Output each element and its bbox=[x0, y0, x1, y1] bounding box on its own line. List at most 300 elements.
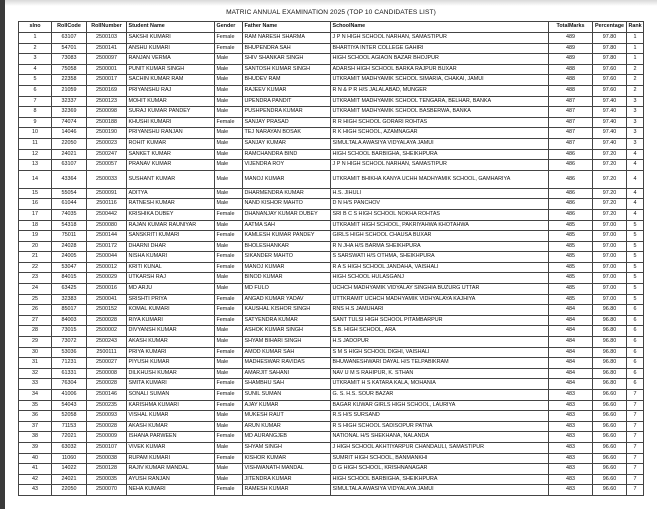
cell-father-name: NAND KISHOR MAHTO bbox=[243, 199, 331, 210]
cell-rollnumber: 2500041 bbox=[87, 294, 127, 305]
cell-gender: Male bbox=[215, 474, 243, 485]
cell-rollcode: 63107 bbox=[52, 160, 87, 171]
cell-school-name: NAV U M S RAHIPUR, K. STHAN bbox=[331, 368, 549, 379]
cell-percentage: 97.20 bbox=[593, 199, 627, 210]
cell-slno: 9 bbox=[19, 117, 52, 128]
cell-rollcode: 73015 bbox=[52, 326, 87, 337]
cell-gender: Male bbox=[215, 358, 243, 369]
cell-percentage: 97.20 bbox=[593, 188, 627, 199]
cell-slno: 41 bbox=[19, 464, 52, 475]
table-row bbox=[19, 474, 644, 485]
cell-father-name: AATMA SAH bbox=[243, 220, 331, 231]
cell-gender: Female bbox=[215, 453, 243, 464]
cell-rollcode: 22358 bbox=[52, 75, 87, 86]
cell-gender: Male bbox=[215, 149, 243, 160]
cell-slno: 14 bbox=[19, 170, 52, 188]
cell-father-name: BINOD KUMAR bbox=[243, 273, 331, 284]
cell-gender: Male bbox=[215, 170, 243, 188]
cell-slno: 37 bbox=[19, 421, 52, 432]
cell-student-name: PUNIT KUMAR SINGH bbox=[127, 64, 215, 75]
cell-school-name: RNS H.S JAMUHARI bbox=[331, 305, 549, 316]
cell-gender: Female bbox=[215, 390, 243, 401]
cell-rank: 6 bbox=[627, 358, 644, 369]
cell-percentage: 97.00 bbox=[593, 220, 627, 231]
cell-rollcode: 84015 bbox=[52, 273, 87, 284]
cell-total-marks: 484 bbox=[549, 347, 593, 358]
cell-father-name: JITENDRA KUMAR bbox=[243, 474, 331, 485]
cell-gender: Male bbox=[215, 411, 243, 422]
cell-student-name: RAJIV KUMAR MANDAL bbox=[127, 464, 215, 475]
cell-rollnumber: 2500146 bbox=[87, 390, 127, 401]
cell-percentage: 96.80 bbox=[593, 368, 627, 379]
cell-rollcode: 53036 bbox=[52, 347, 87, 358]
cell-total-marks: 483 bbox=[549, 474, 593, 485]
cell-rollcode: 24021 bbox=[52, 149, 87, 160]
cell-rank: 4 bbox=[627, 149, 644, 160]
cell-father-name: SANJAY KUMAR bbox=[243, 138, 331, 149]
cell-percentage: 96.60 bbox=[593, 432, 627, 443]
cell-rollcode: 75058 bbox=[52, 64, 87, 75]
table-row bbox=[19, 294, 644, 305]
cell-student-name: UTKARSH RAJ bbox=[127, 273, 215, 284]
cell-gender: Male bbox=[215, 273, 243, 284]
cell-student-name: SAKSHI KUMARI bbox=[127, 33, 215, 44]
cell-total-marks: 484 bbox=[549, 358, 593, 369]
cell-slno: 30 bbox=[19, 347, 52, 358]
cell-total-marks: 487 bbox=[549, 107, 593, 118]
cell-percentage: 96.80 bbox=[593, 358, 627, 369]
cell-rollnumber: 2500008 bbox=[87, 368, 127, 379]
cell-percentage: 97.00 bbox=[593, 252, 627, 263]
cell-gender: Male bbox=[215, 241, 243, 252]
cell-student-name: NEHA KUMARI bbox=[127, 485, 215, 496]
cell-percentage: 97.40 bbox=[593, 117, 627, 128]
cell-total-marks: 483 bbox=[549, 400, 593, 411]
cell-gender: Male bbox=[215, 138, 243, 149]
cell-school-name: NATIONAL H/S SHEKHANA, NALANDA bbox=[331, 432, 549, 443]
cell-slno: 19 bbox=[19, 231, 52, 242]
cell-gender: Male bbox=[215, 442, 243, 453]
cell-rank: 7 bbox=[627, 474, 644, 485]
cell-slno: 20 bbox=[19, 241, 52, 252]
cell-father-name: SHAMBHU SAH bbox=[243, 379, 331, 390]
cell-father-name: SATYENDRA KUMAR bbox=[243, 315, 331, 326]
cell-rank: 6 bbox=[627, 305, 644, 316]
cell-total-marks: 485 bbox=[549, 284, 593, 295]
cell-total-marks: 483 bbox=[549, 442, 593, 453]
cell-father-name: SIKANDER MAHTO bbox=[243, 252, 331, 263]
cell-student-name: SMITA KUMARI bbox=[127, 379, 215, 390]
cell-rank: 7 bbox=[627, 421, 644, 432]
cell-slno: 26 bbox=[19, 305, 52, 316]
cell-gender: Male bbox=[215, 85, 243, 96]
cell-percentage: 97.20 bbox=[593, 160, 627, 171]
cell-student-name: MOHIT KUMAR bbox=[127, 96, 215, 107]
cell-student-name: SACHIN KUMAR RAM bbox=[127, 75, 215, 86]
cell-slno: 24 bbox=[19, 284, 52, 295]
cell-gender: Female bbox=[215, 252, 243, 263]
cell-father-name: BHUPENDRA SAH bbox=[243, 43, 331, 54]
cell-school-name: SANT TULSI HIGH SCHOOL PITAMBARPUR bbox=[331, 315, 549, 326]
cell-student-name: PRANAV KUMAR bbox=[127, 160, 215, 171]
cell-student-name: KOMAL KUMARI bbox=[127, 305, 215, 316]
results-table bbox=[18, 21, 644, 496]
cell-total-marks: 484 bbox=[549, 326, 593, 337]
cell-total-marks: 485 bbox=[549, 273, 593, 284]
cell-gender: Female bbox=[215, 379, 243, 390]
cell-rank: 3 bbox=[627, 96, 644, 107]
cell-rollcode: 22050 bbox=[52, 485, 87, 496]
cell-school-name: UTKRAMIT HIGH SCHOOL, PAKRIYAHWA KHOTAHWA bbox=[331, 220, 549, 231]
cell-school-name: SIMULTALA AWASIYA VIDYALAYA JAMUI bbox=[331, 485, 549, 496]
cell-student-name: DHARNI DHAR bbox=[127, 241, 215, 252]
cell-percentage: 96.60 bbox=[593, 442, 627, 453]
table-row bbox=[19, 485, 644, 496]
cell-total-marks: 487 bbox=[549, 117, 593, 128]
table-header-row bbox=[19, 22, 644, 33]
table-row bbox=[19, 85, 644, 96]
cell-slno: 1 bbox=[19, 33, 52, 44]
cell-rank: 3 bbox=[627, 128, 644, 139]
cell-student-name: NISHA KUMARI bbox=[127, 252, 215, 263]
cell-father-name: AMOD KUMAR SAH bbox=[243, 347, 331, 358]
table-row bbox=[19, 453, 644, 464]
cell-rank: 7 bbox=[627, 453, 644, 464]
cell-school-name: R K HIGH SCHOOL, AZAMNAGAR bbox=[331, 128, 549, 139]
cell-gender: Female bbox=[215, 294, 243, 305]
cell-student-name: AKASH KUMAR bbox=[127, 421, 215, 432]
cell-total-marks: 489 bbox=[549, 43, 593, 54]
cell-school-name: H.S. JIHULI bbox=[331, 188, 549, 199]
cell-father-name: DHANANJAY KUMAR DUBEY bbox=[243, 209, 331, 220]
cell-rollnumber: 2500028 bbox=[87, 421, 127, 432]
cell-rank: 4 bbox=[627, 199, 644, 210]
cell-rank: 7 bbox=[627, 411, 644, 422]
cell-student-name: ADITYA bbox=[127, 188, 215, 199]
cell-slno: 17 bbox=[19, 209, 52, 220]
cell-rank: 2 bbox=[627, 64, 644, 75]
cell-slno: 13 bbox=[19, 160, 52, 171]
cell-father-name: RAM NARESH SHARMA bbox=[243, 33, 331, 44]
cell-gender: Male bbox=[215, 107, 243, 118]
cell-school-name: G. S. H.S. SOUR BAZAR bbox=[331, 390, 549, 401]
cell-rollnumber: 2500044 bbox=[87, 252, 127, 263]
cell-slno: 2 bbox=[19, 43, 52, 54]
table-row bbox=[19, 305, 644, 316]
cell-gender: Male bbox=[215, 284, 243, 295]
cell-school-name: SRI B C S HIGH SCHOOL NOKHA ROHTAS bbox=[331, 209, 549, 220]
table-row bbox=[19, 220, 644, 231]
cell-gender: Male bbox=[215, 96, 243, 107]
cell-father-name: ARUN KUMAR bbox=[243, 421, 331, 432]
cell-rollnumber: 2500098 bbox=[87, 107, 127, 118]
cell-rollnumber: 2500243 bbox=[87, 337, 127, 348]
cell-gender: Female bbox=[215, 347, 243, 358]
cell-total-marks: 488 bbox=[549, 64, 593, 75]
cell-percentage: 97.60 bbox=[593, 64, 627, 75]
document-title: MATRIC ANNUAL EXAMINATION 2025 (TOP 10 CANDIDATES LIST) bbox=[226, 9, 436, 16]
cell-rollnumber: 2500103 bbox=[87, 33, 127, 44]
cell-rank: 7 bbox=[627, 464, 644, 475]
cell-school-name: SIMULTALA AWASIYA VIDYALAYA JAMUI bbox=[331, 138, 549, 149]
cell-school-name: R.S H/S SURSAND bbox=[331, 411, 549, 422]
cell-school-name: D G HIGH SCHOOL, KRISHNANAGAR bbox=[331, 464, 549, 475]
cell-slno: 3 bbox=[19, 54, 52, 65]
cell-student-name: ANSHU KUMARI bbox=[127, 43, 215, 54]
cell-rollcode: 61044 bbox=[52, 199, 87, 210]
cell-rank: 6 bbox=[627, 347, 644, 358]
cell-gender: Male bbox=[215, 337, 243, 348]
cell-student-name: RIYA KUMARI bbox=[127, 315, 215, 326]
table-row bbox=[19, 347, 644, 358]
cell-slno: 27 bbox=[19, 315, 52, 326]
cell-total-marks: 485 bbox=[549, 231, 593, 242]
cell-rollnumber: 2500235 bbox=[87, 400, 127, 411]
cell-school-name: SUMRIT HIGH SCHOOL, BANMANKHI bbox=[331, 453, 549, 464]
cell-rollnumber: 2500093 bbox=[87, 411, 127, 422]
cell-rollcode: 71153 bbox=[52, 421, 87, 432]
cell-gender: Male bbox=[215, 464, 243, 475]
cell-rank: 1 bbox=[627, 43, 644, 54]
cell-gender: Female bbox=[215, 262, 243, 273]
header-father-name: Father Name bbox=[243, 22, 331, 33]
top-shadow bbox=[5, 0, 657, 6]
cell-rollcode: 21059 bbox=[52, 85, 87, 96]
cell-rollnumber: 2500012 bbox=[87, 262, 127, 273]
cell-school-name: HIGH SCHOOL HULASGANJ bbox=[331, 273, 549, 284]
cell-rollcode: 74074 bbox=[52, 117, 87, 128]
cell-rollcode: 76304 bbox=[52, 379, 87, 390]
cell-student-name: PIYUSH KUMAR bbox=[127, 358, 215, 369]
cell-gender: Female bbox=[215, 43, 243, 54]
cell-rollcode: 63107 bbox=[52, 33, 87, 44]
cell-father-name: TEJ NARAYAN BOSAK bbox=[243, 128, 331, 139]
table-row bbox=[19, 117, 644, 128]
cell-rank: 5 bbox=[627, 262, 644, 273]
table-row bbox=[19, 368, 644, 379]
cell-rollnumber: 2500111 bbox=[87, 347, 127, 358]
cell-percentage: 97.60 bbox=[593, 75, 627, 86]
cell-school-name: BAGAR KUWAR GIRLS HIGH SCHOOL, LAURIYA bbox=[331, 400, 549, 411]
cell-total-marks: 488 bbox=[549, 85, 593, 96]
cell-rollnumber: 2500016 bbox=[87, 284, 127, 295]
cell-rollcode: 24028 bbox=[52, 241, 87, 252]
cell-student-name: KRISHIKA DUBEY bbox=[127, 209, 215, 220]
cell-gender: Female bbox=[215, 33, 243, 44]
cell-father-name: KAMLESH KUMAR PANDEY bbox=[243, 231, 331, 242]
window-left-edge bbox=[0, 0, 5, 509]
cell-slno: 28 bbox=[19, 326, 52, 337]
cell-father-name: SUNIL SUMAN bbox=[243, 390, 331, 401]
cell-father-name: UPENDRA PANDIT bbox=[243, 96, 331, 107]
header-student-name: Student Name bbox=[127, 22, 215, 33]
table-row bbox=[19, 209, 644, 220]
cell-rollnumber: 2500033 bbox=[87, 170, 127, 188]
header-rollnumber: RollNumber bbox=[87, 22, 127, 33]
cell-percentage: 96.80 bbox=[593, 305, 627, 316]
cell-total-marks: 486 bbox=[549, 160, 593, 171]
cell-total-marks: 484 bbox=[549, 315, 593, 326]
cell-gender: Female bbox=[215, 305, 243, 316]
cell-student-name: RATNESH KUMAR bbox=[127, 199, 215, 210]
cell-slno: 34 bbox=[19, 390, 52, 401]
cell-total-marks: 484 bbox=[549, 337, 593, 348]
cell-slno: 11 bbox=[19, 138, 52, 149]
cell-father-name: SHYAM BIHARI SINGH bbox=[243, 337, 331, 348]
table-row bbox=[19, 149, 644, 160]
cell-father-name: MUKESH RAUT bbox=[243, 411, 331, 422]
cell-percentage: 97.40 bbox=[593, 96, 627, 107]
cell-rank: 7 bbox=[627, 432, 644, 443]
cell-percentage: 97.80 bbox=[593, 33, 627, 44]
cell-father-name: SHIV SHANKAR SINGH bbox=[243, 54, 331, 65]
cell-rollcode: 54043 bbox=[52, 400, 87, 411]
cell-rollcode: 75011 bbox=[52, 231, 87, 242]
cell-total-marks: 484 bbox=[549, 379, 593, 390]
cell-school-name: J P N HIGH SCHOOL NARHAN, SAMASTIPUR bbox=[331, 33, 549, 44]
cell-school-name: UTKRAMIT MADHYAMIK SCHOOL SIMARIA, CHAKAI, JAMUI bbox=[331, 75, 549, 86]
cell-rollcode: 61331 bbox=[52, 368, 87, 379]
cell-father-name: SHYAM SINGH bbox=[243, 442, 331, 453]
table-row bbox=[19, 358, 644, 369]
cell-student-name: PRIYANSHU RAJ bbox=[127, 85, 215, 96]
cell-rollnumber: 2500028 bbox=[87, 315, 127, 326]
cell-slno: 16 bbox=[19, 199, 52, 210]
cell-percentage: 97.40 bbox=[593, 138, 627, 149]
cell-gender: Male bbox=[215, 128, 243, 139]
cell-rank: 2 bbox=[627, 85, 644, 96]
cell-rank: 7 bbox=[627, 400, 644, 411]
cell-father-name: PUSHPENDRA KUMAR bbox=[243, 107, 331, 118]
cell-rollcode: 71231 bbox=[52, 358, 87, 369]
cell-father-name: SANTOSH KUMAR SINGH bbox=[243, 64, 331, 75]
cell-percentage: 96.80 bbox=[593, 326, 627, 337]
table-row bbox=[19, 33, 644, 44]
cell-gender: Male bbox=[215, 54, 243, 65]
cell-rollcode: 11060 bbox=[52, 453, 87, 464]
cell-total-marks: 489 bbox=[549, 33, 593, 44]
cell-percentage: 96.80 bbox=[593, 379, 627, 390]
cell-total-marks: 483 bbox=[549, 485, 593, 496]
cell-father-name: AJAY KUMAR bbox=[243, 400, 331, 411]
cell-father-name: MD AURANGJEB bbox=[243, 432, 331, 443]
cell-percentage: 96.80 bbox=[593, 337, 627, 348]
cell-rollcode: 63425 bbox=[52, 284, 87, 295]
cell-slno: 40 bbox=[19, 453, 52, 464]
cell-slno: 18 bbox=[19, 220, 52, 231]
cell-gender: Male bbox=[215, 220, 243, 231]
table-row bbox=[19, 64, 644, 75]
table-row bbox=[19, 390, 644, 401]
header-rollcode: RollCode bbox=[52, 22, 87, 33]
cell-rollcode: 32383 bbox=[52, 294, 87, 305]
cell-school-name: R N JHA H/S BARMA SHEIKHPURA bbox=[331, 241, 549, 252]
cell-percentage: 96.60 bbox=[593, 464, 627, 475]
cell-gender: Male bbox=[215, 199, 243, 210]
cell-school-name: UTKRAMIT MADHYAMIK SCHOOL TENGARA, BELHAR, BANKA bbox=[331, 96, 549, 107]
cell-percentage: 96.60 bbox=[593, 400, 627, 411]
cell-percentage: 97.80 bbox=[593, 54, 627, 65]
cell-school-name: J HIGH SCHOOL AKHTIYARPUR CHANDAULI, SAMASTIPUR bbox=[331, 442, 549, 453]
cell-slno: 10 bbox=[19, 128, 52, 139]
cell-school-name: R A S HIGH SCHOOL JANDAHA, VAISHALI bbox=[331, 262, 549, 273]
cell-student-name: VIVEK KUMAR bbox=[127, 442, 215, 453]
cell-rollcode: 41006 bbox=[52, 390, 87, 401]
cell-school-name: BHARTIYA INTER COLLEGE GAHIRI bbox=[331, 43, 549, 54]
cell-percentage: 97.80 bbox=[593, 43, 627, 54]
cell-total-marks: 487 bbox=[549, 96, 593, 107]
cell-father-name: MADHESWAR RAVIDAS bbox=[243, 358, 331, 369]
cell-rollnumber: 2500107 bbox=[87, 442, 127, 453]
cell-rollcode: 63032 bbox=[52, 442, 87, 453]
cell-rollnumber: 2500190 bbox=[87, 128, 127, 139]
table-row bbox=[19, 337, 644, 348]
cell-school-name: HIGH SCHOOL AGIAON BAZAR BHOJPUR bbox=[331, 54, 549, 65]
cell-student-name: SUSHANT KUMAR bbox=[127, 170, 215, 188]
cell-rollcode: 74035 bbox=[52, 209, 87, 220]
cell-rank: 5 bbox=[627, 294, 644, 305]
cell-slno: 22 bbox=[19, 262, 52, 273]
cell-school-name: R R HIGH SCHOOL GORARI ROHTAS bbox=[331, 117, 549, 128]
cell-rollnumber: 2500027 bbox=[87, 358, 127, 369]
cell-rank: 2 bbox=[627, 75, 644, 86]
cell-percentage: 96.60 bbox=[593, 474, 627, 485]
cell-student-name: SRISHTI PRIYA bbox=[127, 294, 215, 305]
cell-school-name: R N & P R H/S JALALABAD, MUNGER bbox=[331, 85, 549, 96]
cell-rank: 4 bbox=[627, 188, 644, 199]
cell-rank: 4 bbox=[627, 170, 644, 188]
cell-rank: 4 bbox=[627, 209, 644, 220]
cell-total-marks: 487 bbox=[549, 138, 593, 149]
table-row bbox=[19, 188, 644, 199]
cell-gender: Female bbox=[215, 400, 243, 411]
table-row bbox=[19, 231, 644, 242]
cell-slno: 32 bbox=[19, 368, 52, 379]
cell-father-name: MANOJ KUMAR bbox=[243, 262, 331, 273]
cell-percentage: 97.60 bbox=[593, 85, 627, 96]
cell-rollnumber: 2500442 bbox=[87, 209, 127, 220]
cell-father-name: SANJAY PRASAD bbox=[243, 117, 331, 128]
cell-gender: Male bbox=[215, 160, 243, 171]
cell-student-name: VISHAL KUMAR bbox=[127, 411, 215, 422]
cell-school-name: D N H/S PANCHOV bbox=[331, 199, 549, 210]
table-row bbox=[19, 107, 644, 118]
cell-percentage: 97.00 bbox=[593, 294, 627, 305]
cell-father-name: AMARJIT SAHANI bbox=[243, 368, 331, 379]
cell-total-marks: 486 bbox=[549, 170, 593, 188]
cell-rollnumber: 2500141 bbox=[87, 43, 127, 54]
cell-percentage: 96.60 bbox=[593, 485, 627, 496]
cell-school-name: UTKRAMIT H S KATARA KALA, MOHANIA bbox=[331, 379, 549, 390]
cell-rank: 6 bbox=[627, 337, 644, 348]
cell-percentage: 97.40 bbox=[593, 128, 627, 139]
cell-rollcode: 24021 bbox=[52, 474, 87, 485]
cell-rollnumber: 2500001 bbox=[87, 64, 127, 75]
cell-total-marks: 483 bbox=[549, 432, 593, 443]
cell-rank: 1 bbox=[627, 54, 644, 65]
cell-rollcode: 72021 bbox=[52, 432, 87, 443]
cell-slno: 15 bbox=[19, 188, 52, 199]
cell-percentage: 96.80 bbox=[593, 347, 627, 358]
cell-total-marks: 485 bbox=[549, 241, 593, 252]
table-row bbox=[19, 43, 644, 54]
cell-student-name: RANJAN VERMA bbox=[127, 54, 215, 65]
cell-student-name: DILKHUSH KUMAR bbox=[127, 368, 215, 379]
cell-rollcode: 53047 bbox=[52, 262, 87, 273]
cell-percentage: 96.80 bbox=[593, 315, 627, 326]
header-total-marks: TotalMarks bbox=[549, 22, 593, 33]
cell-student-name: SANSKRITI KUMARI bbox=[127, 231, 215, 242]
